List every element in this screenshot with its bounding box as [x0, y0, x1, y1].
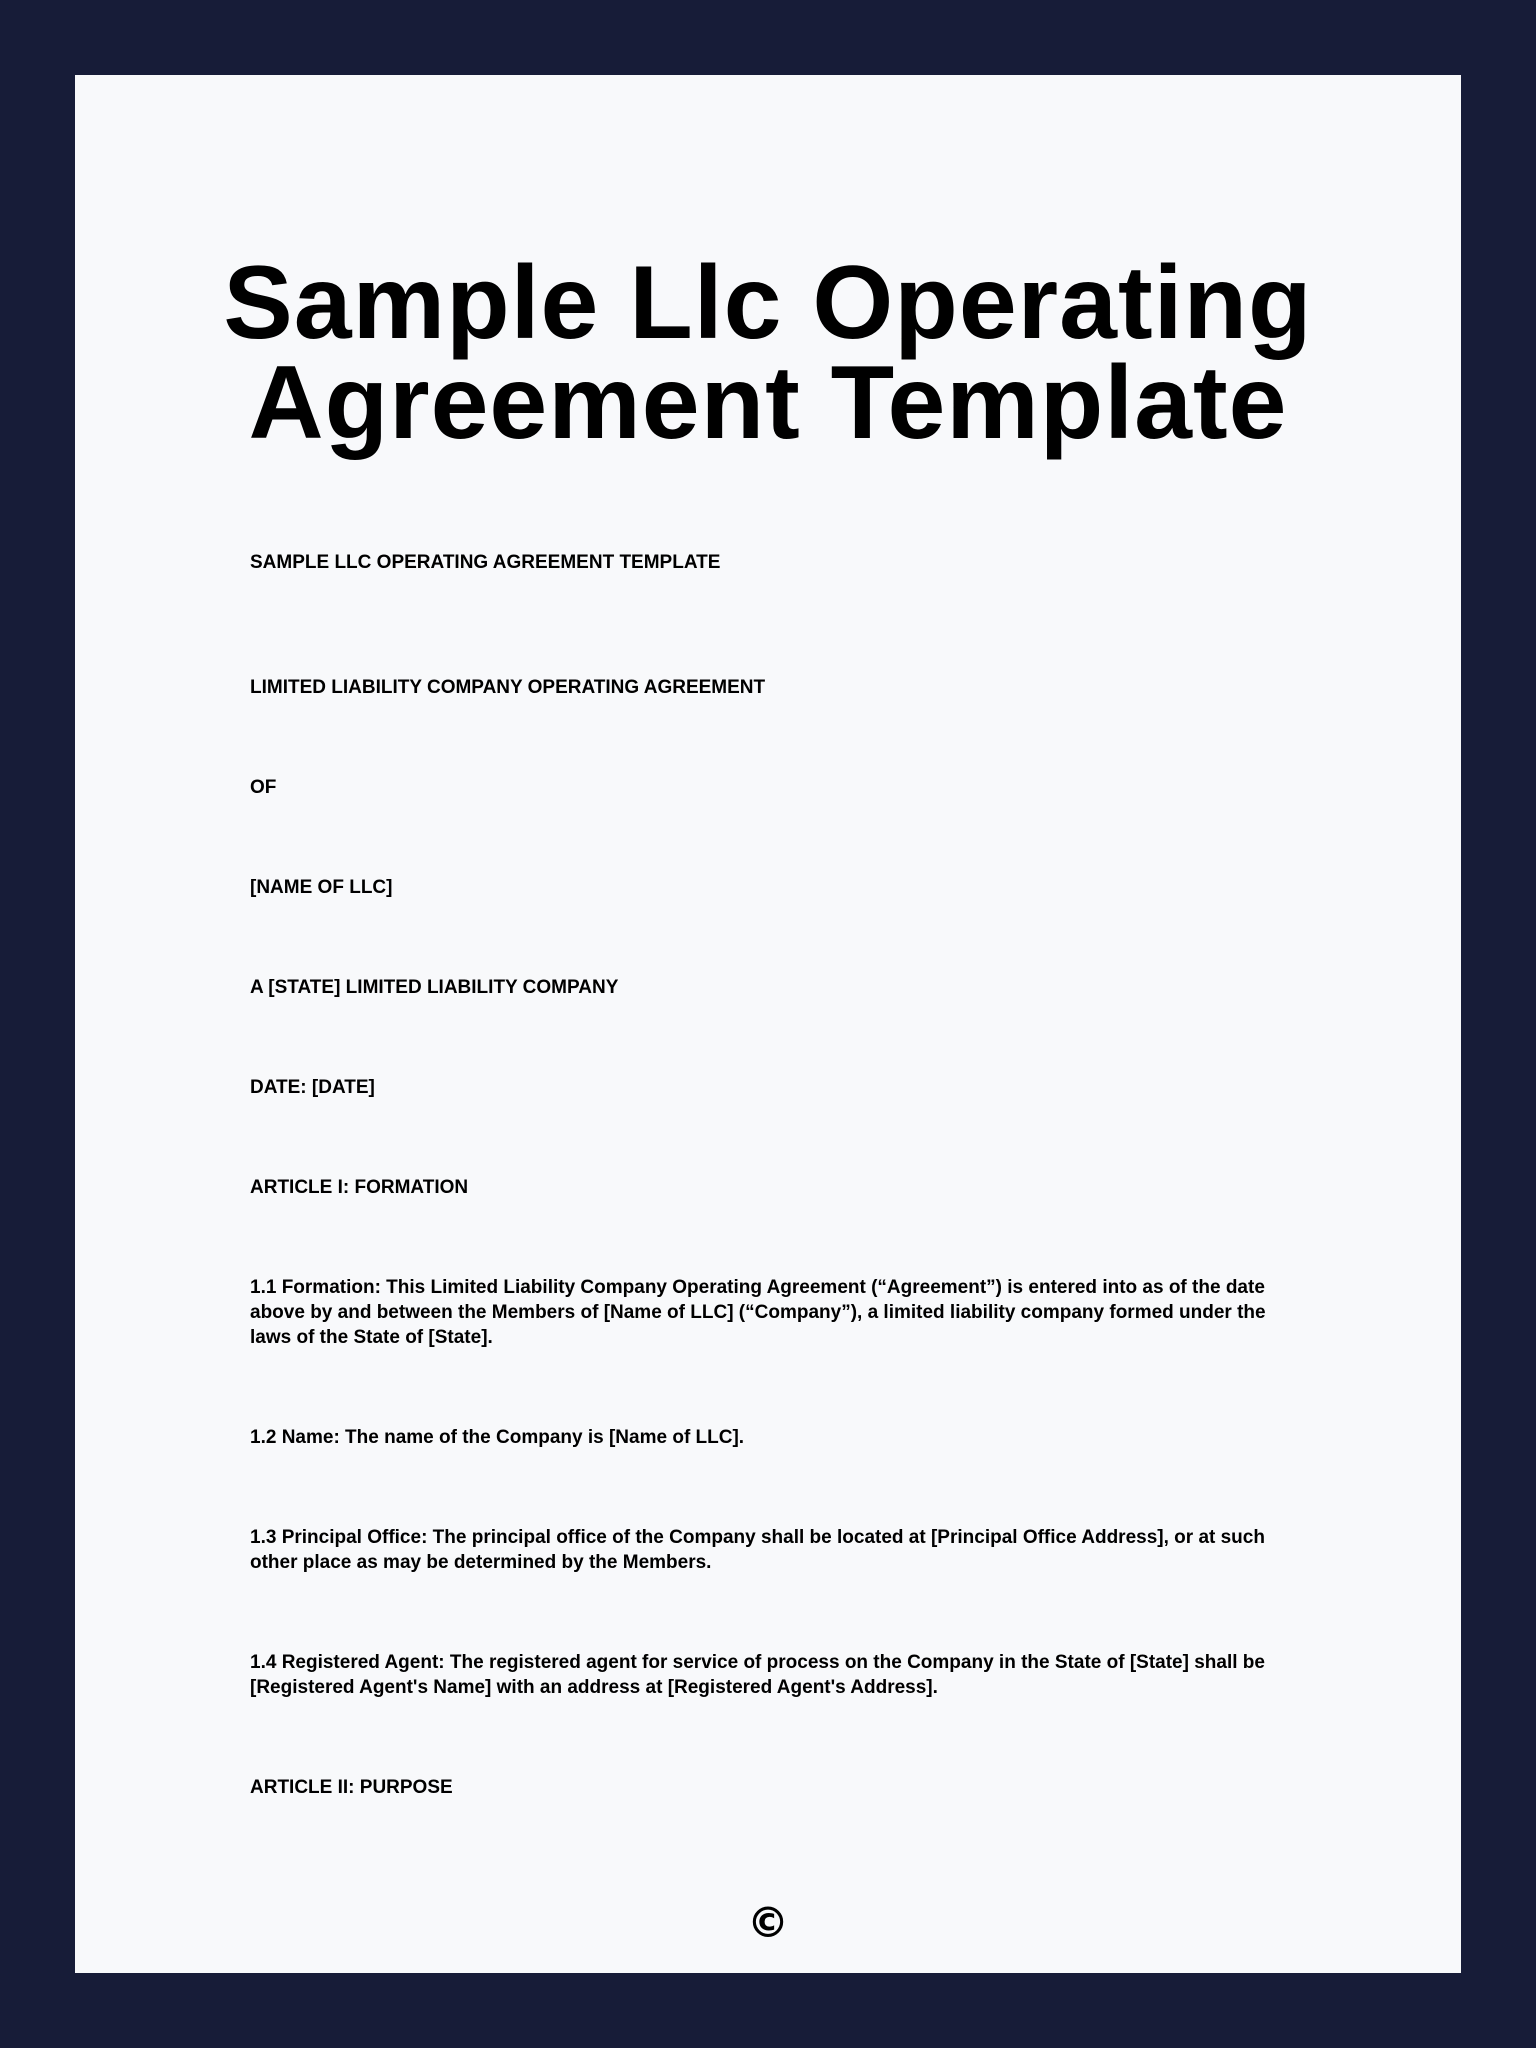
- article-1-heading: ARTICLE I: FORMATION: [250, 1177, 469, 1198]
- section-1-1-formation: 1.1 Formation: This Limited Liability Company Operating Agreement (“Agreement”) is entered into as of the date above by and between the Members of [Name of LLC] (“Company”), a limited liability company formed under the laws of the State of [State].: [250, 1277, 1266, 1348]
- heading-state-company: A [STATE] LIMITED LIABILITY COMPANY: [250, 977, 619, 998]
- copyright-icon: ©: [747, 1898, 789, 1947]
- section-1-3-principal-office: 1.3 Principal Office: The principal office of the Company shall be located at [Principal Office Address], or at such other place as may be determined by the Members.: [250, 1527, 1265, 1573]
- section-1-2-name: 1.2 Name: The name of the Company is [Name of LLC].: [250, 1427, 745, 1448]
- section-1-4-registered-agent: 1.4 Registered Agent: The registered agent for service of process on the Company in the State of [State] shall be [Registered Agent's Name] with an address at [Registered Agent's Address].: [250, 1652, 1265, 1698]
- heading-agreement-title: LIMITED LIABILITY COMPANY OPERATING AGREEMENT: [250, 677, 766, 698]
- heading-of: OF: [250, 777, 277, 798]
- heading-date: DATE: [DATE]: [250, 1077, 375, 1098]
- document-page: [75, 75, 1461, 1973]
- heading-llc-name: [NAME OF LLC]: [250, 877, 393, 898]
- article-2-heading: ARTICLE II: PURPOSE: [250, 1777, 453, 1798]
- heading-template-title: SAMPLE LLC OPERATING AGREEMENT TEMPLATE: [250, 552, 721, 573]
- document-title: Sample Llc Operating Agreement Template: [223, 245, 1313, 461]
